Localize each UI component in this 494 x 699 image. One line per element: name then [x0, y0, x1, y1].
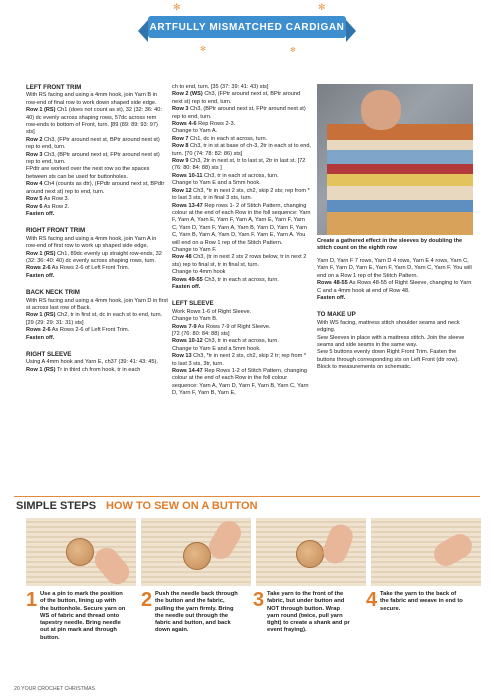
- paragraph: Change to Yarn A.: [172, 128, 218, 135]
- paragraph: Sew Sleeves in place with a mattress stitch. Join the sleeve seams and side seams in the same way.: [317, 334, 465, 349]
- instruction-row: Row 3 Ch3, (BPtr around next st, FPtr around next st) rep to end, turn.: [26, 151, 160, 166]
- step-number: 1: [26, 589, 38, 611]
- instruction-row: Rows 48-55 As Rows 48-55 of Right Sleeve, changing to Yarn C and a 4mm hook at end of Row 48.: [317, 280, 472, 294]
- instruction-row: Row 8 Ch3, tr in st at base of ch-3, 2tr in each st to end, turn. [70 (74: 78: 82: 86) sts]: [172, 143, 311, 157]
- step-number: 3: [253, 589, 265, 611]
- instruction-row: Rows 2-6 As Rows 2-6 of Left Front Trim.: [26, 327, 130, 334]
- step-text: Take the yarn to the back of the fabric and weave in end to secure.: [380, 591, 463, 612]
- cardigan-sleeve-photo: [317, 84, 473, 235]
- step-3-photo: [256, 518, 366, 586]
- paragraph: Change to Yarn E and a 5mm hook.: [172, 345, 261, 352]
- fasten-off: Fasten off.: [26, 210, 55, 217]
- step-text: Use a pin to mark the position of the button, lining up with the buttonhole. Secure yarn on WS of fabric and thread onto tapestry needle. Bring needle out at pin mark and through button.: [40, 591, 126, 641]
- section-heading: RIGHT SLEEVE: [26, 351, 72, 358]
- instruction-row: Rows 13-47 Rep rows 1- 2 of Stitch Pattern, changing colour at the end of each Row in the foll sequence: Yarn F, Yarn A, Yarn E, Yarn F, Yarn A, Yarn E, Yarn F, Yarn C, Yarn D, Yarn F, Yarn A, Yarn B, Yarn D, Yarn F, Yarn C, Yarn B, Yarn A, Yarn D, Yarn F, Yarn E, Yarn A. You will end on a Row 1 rep of the Stitch Pattern.: [172, 202, 311, 246]
- instruction-row: Row 5 As Row 3.: [26, 196, 70, 203]
- paragraph: Change to Yarn F.: [172, 246, 217, 253]
- instruction-row: Row 4 Ch4 (counts as dtr), (FPdtr around next st, BPdtr around next st) rep to end, turn.: [26, 181, 165, 195]
- step-number: 4: [366, 589, 378, 611]
- instruction-row: Row 2 Ch3, (FPtr around next st, BPtr around next st) rep to end, turn.: [26, 136, 160, 151]
- paragraph: ch to end, turn. [35 (37: 39: 41: 43) sts]: [172, 84, 269, 90]
- paragraph: Work Rows 1-6 of Right Sleeve.: [172, 308, 252, 315]
- step-text: Take yarn to the front of the fabric, but under button and NOT through button. Wrap yarn round (twice, pull yarn tight) to create a shank and pr event fraying).: [267, 591, 350, 634]
- snowflake-icon: ✻: [290, 47, 296, 54]
- instruction-row: Rows 4-6 Rep Rows 2-3.: [172, 121, 236, 128]
- instruction-row: Row 1 (RS) Tr in third ch from hook, tr in each: [26, 366, 141, 373]
- instruction-row: Row 13 Ch3, *tr in next 2 sts, ch2, skip 2 tr; rep from * to last 3 sts, 3tr, turn.: [172, 353, 306, 367]
- instruction-row: Row 9 Ch3, 2tr in next st, tr to last st, 2tr in last st. [72 (76: 80: 84: 88) sts ]: [172, 158, 306, 172]
- paragraph: Change to Yarn E and a 5mm hook.: [172, 180, 261, 187]
- paragraph: [72 (76: 80: 84: 88) sts]: [172, 331, 230, 337]
- page-footer: 20 YOUR CROCHET CHRISTMAS: [14, 686, 96, 692]
- step-1-photo: [26, 518, 136, 586]
- title-banner: [148, 16, 346, 38]
- section-heading: LEFT SLEEVE: [172, 300, 214, 308]
- instruction-row: Row 6 As Row 2.: [26, 203, 70, 210]
- instruction-row: Row 1 (RS) Ch1 (does not count as st), 32 (32: 36: 40: 40) dc evenly across shaping rows, 57dc across rem row-ends to bottom of Front, turn. [89 (89: 89: 93: 97) sts]: [26, 107, 162, 136]
- snowflake-icon: ✻: [318, 2, 326, 12]
- paragraph: With RS facing and using a 4mm hook, join Yarn A in row-end of first row to work up shaped side edge.: [26, 235, 157, 250]
- paragraph: Block to measurements on schematic.: [317, 364, 412, 371]
- paragraph: Change to 4mm hook: [172, 269, 226, 276]
- fasten-off: Fasten off.: [317, 295, 346, 302]
- paragraph: FPdtr are worked over the next row so the spaces between sts can be used for buttonholes.: [26, 166, 150, 180]
- fasten-off: Fasten off.: [26, 334, 55, 341]
- step-text: Push the needle back through the button and the fabric, pulling the yarn firmly. Bring the needle out through the fabric and button, and back down again.: [155, 591, 238, 634]
- instruction-row: Row 2 (WS) Ch3, (FPtr around next st, BPtr around next st) rep to end, turn.: [172, 91, 301, 105]
- photo-caption: Create a gathered effect in the sleeves by doubling the stitch count on the eighth row: [317, 238, 463, 252]
- simple-steps-header: [14, 496, 480, 515]
- section-heading: LEFT FRONT TRIM: [26, 84, 82, 91]
- instruction-row: Rows 2-6 As Rows 2-6 of Left Front Trim.: [26, 265, 130, 272]
- instruction-row: Rows 14-47 Rep Rows 1-2 of Stitch Pattern, changing colour at the end of each Row in the foll colour sequence: Yarn A, Yarn D, Yarn F, Yarn B, Yarn C, Yarn D, Yarn F, Yarn B, Yarn E,: [172, 368, 309, 397]
- paragraph: Using A 4mm hook and Yarn E, ch37 (39: 41: 43: 45).: [26, 359, 158, 366]
- paragraph: With WS facing, mattress stitch shoulder seams and neck edging.: [317, 319, 460, 334]
- instruction-row: Rows 10-11 Ch3, tr in each st across, turn.: [172, 172, 279, 179]
- instruction-row: Rows 7-9 As Rows 7-9 of Right Sleeve.: [172, 323, 271, 330]
- instruction-row: Rows 49-55 Ch3, tr in each st across, turn.: [172, 276, 279, 283]
- instruction-row: Row 48 Ch3, (tr in next 2 sts 2 rows below, tr in next 2 sts) rep to final st, tr in final st, turn.: [172, 254, 307, 268]
- section-heading: TO MAKE UP: [317, 311, 356, 319]
- instruction-row: Row 1 (RS) Ch1, 89dc evenly up straight row-ends, 32 (32: 36: 40: 40) dc evenly across shaping rows, turn.: [26, 250, 162, 264]
- column-left: [26, 84, 168, 374]
- column-middle: [172, 84, 312, 398]
- snowflake-icon: ✻: [200, 46, 206, 53]
- paragraph: With RS facing and using a 4mm hook, join Yarn D in first st across last row of Back.: [26, 297, 168, 311]
- section-heading: BACK NECK TRIM: [26, 289, 80, 297]
- paragraph: With RS facing and using a 4mm hook, join Yarn B in row-end of final row to work down shaped side edge.: [26, 92, 158, 106]
- page-title: ARTFULLY MISMATCHED CARDIGAN: [149, 21, 345, 33]
- simple-steps-label: SIMPLE STEPS: [16, 500, 97, 512]
- instruction-row: Row 12 Ch3, *tr in next 2 sts, ch2, skip 2 sts; rep from * to last 3 sts, tr in final 3 sts, turn.: [172, 187, 310, 202]
- step-2-photo: [141, 518, 251, 586]
- simple-steps-title: HOW TO SEW ON A BUTTON: [106, 500, 258, 512]
- instruction-row: Row 3 Ch3, (BPtr around next st, FPtr around next st) rep to end, turn.: [172, 106, 306, 120]
- step-number: 2: [141, 589, 153, 611]
- instruction-row: Rows 10-12 Ch3, tr in each st across, turn.: [172, 338, 279, 345]
- paragraph: Change to Yarn B.: [172, 316, 218, 323]
- paragraph: Sew 5 buttons evenly down Right Front Trim. Fasten the buttons through corresponding sts on Left Front (dtr row).: [317, 349, 459, 363]
- column-right: [317, 258, 475, 372]
- fasten-off: Fasten off.: [26, 272, 55, 279]
- section-heading: RIGHT FRONT TRIM: [26, 227, 86, 235]
- snowflake-icon: ✻: [173, 2, 181, 12]
- step-4-photo: [371, 518, 481, 586]
- instruction-row: Row 1 (RS) Ch2, tr in first st, dc in each st to end, turn. [29 (29: 29: 31: 31) sts]: [26, 312, 163, 326]
- instruction-row: Row 7 Ch1, dc in each st across, turn.: [172, 135, 268, 142]
- paragraph: Yarn D, Yarn F 7 rows, Yarn D 4 rows, Yarn E 4 rows, Yarn C, Yarn F, Yarn D, Yarn E, Yarn F, Yarn D, Yarn C, Yarn F. You will end on a Row 1 rep of the Stitch Pattern.: [317, 258, 472, 279]
- fasten-off: Fasten off.: [172, 283, 201, 290]
